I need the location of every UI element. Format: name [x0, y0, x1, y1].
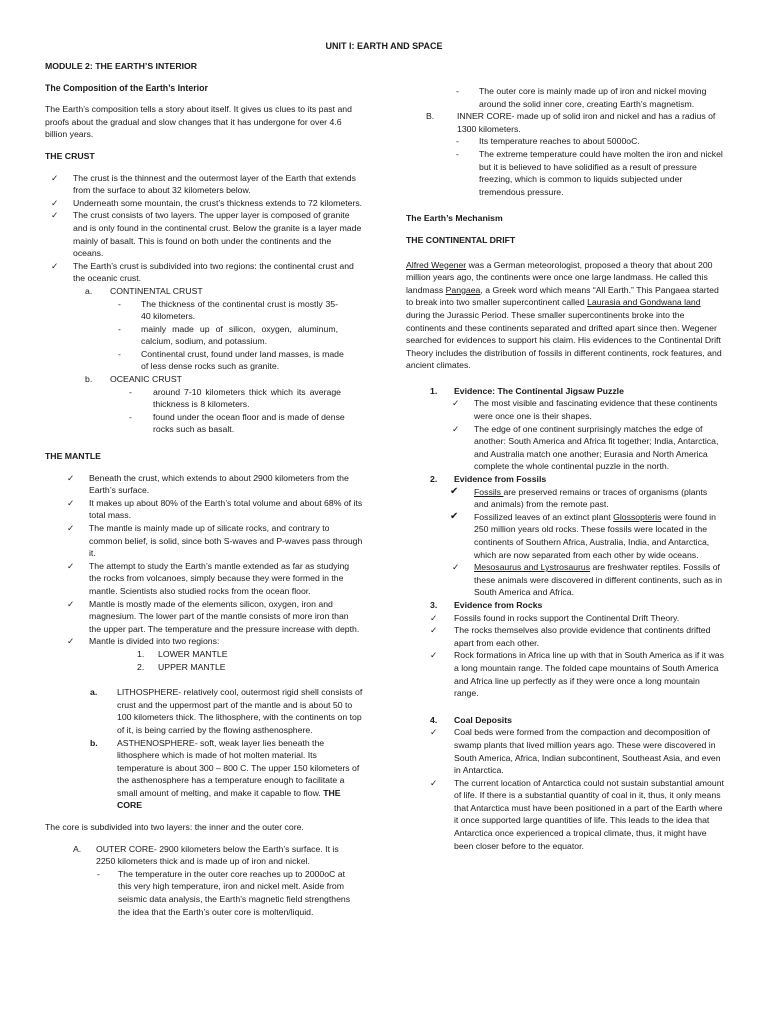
- module-title: MODULE 2: THE EARTH’S INTERIOR: [45, 61, 198, 71]
- mantle-heading: THE MANTLE: [45, 451, 101, 462]
- crust-bullet: ✓ The Earth’s crust is subdivided into two regions: the continental crust and the oceanic crust.: [51, 260, 354, 284]
- evidence-bullet: ✔ Fossilized leaves of an extinct plant Glossopteris were found in 250 million years old rocks. These fossils were located in the continents of Southern Africa, Australia, India, and Antarctica, which are now separated from each other by wide oceans.: [450, 510, 716, 560]
- inner-core-item: B. INNER CORE- made up of solid iron and nickel and has a radius of 1300 kilometers.: [426, 111, 716, 134]
- asthenosphere-item: b. ASTHENOSPHERE- soft, weak layer lies beneath the lithosphere which is made of hot molten material. Its temperature is about 300 – 800 C. The upper 150 kilometers of the asthenosphere has a temperature enough to facilitate a small amount of melting, and make it capable to flow. THE CORE: [90, 737, 360, 811]
- mantle-bullet: ✓ It makes up about 80% of the Earth’s total volume and about 68% of its total mass.: [67, 497, 363, 521]
- outer-core-item: A. OUTER CORE- 2900 kilometers below the Earth’s surface. It is 2250 kilometers thick and is made up of iron and nickel.: [73, 843, 339, 867]
- outer-core-detail: - The outer core is mainly made up of iron and nickel moving around the solid inner core, creating Earth’s magnetism.: [456, 86, 707, 109]
- right-column: [406, 81, 724, 852]
- continental-crust-item: - mainly made up of silicon, oxygen, aluminum, calcium, sodium, and potassium.: [118, 323, 338, 347]
- oceanic-crust-item: - found under the ocean floor and is made of dense rocks such as basalt.: [129, 411, 345, 435]
- evidence-bullet: ✓ Mesosaurus and Lystrosaurus are freshwater reptiles. Fossils of these animals were discovered in different continents, such as in South America and Africa.: [452, 562, 723, 598]
- mantle-region-lower: 1. LOWER MANTLE: [137, 648, 228, 659]
- crust-bullet: ✓ The crust is the thinnest and the outermost layer of the Earth that extends from the surface to about 32 kilometers below.: [51, 172, 356, 196]
- crust-bullet: ✓ Underneath some mountain, the crust’s thickness extends to 72 kilometers.: [51, 197, 363, 208]
- evidence-bullet: ✓ The edge of one continent surprisingly matches the edge of another: South America and Africa fit together; India, Antarctica, and Australia match one another; Eurasia and North America complete the whole continental puzzle in the north.: [452, 423, 719, 472]
- crust-heading: THE CRUST: [45, 150, 95, 161]
- crust-bullet: ✓ The crust consists of two layers. The upper layer is composed of granite and is only found in the continental crust. Below the granite is a layer made mainly of basalt. This is found on both under the continents and the oceans.: [51, 210, 362, 259]
- evidence-bullet: ✓ The current location of Antarctica could not sustain substantial amount of life. If there is a substantial quantity of coal in it, thus, it only means that Antarctica must have been positioned in a part of the Earth where it once supported large quantities of life. This leads to the idea that Antarctica once experienced a tropical climate, thus, it might have been closer before to the equator.: [430, 777, 724, 851]
- unit-title: UNIT I: EARTH AND SPACE: [325, 41, 443, 51]
- evidence-bullet: ✔ Fossils are preserved remains or traces of organisms (plants and animals) from the remote past.: [450, 485, 708, 510]
- evidence-bullet: ✓ Coal beds were formed from the compaction and decomposition of swamp plants that lived million years ago. These were discovered in South America, Africa, Indian subcontinent, Southeast Asia, and even in Antarctica.: [430, 727, 721, 776]
- evidence-bullet: ✓ The most visible and fascinating evidence that these continents were once one is their shapes.: [452, 398, 718, 422]
- evidence-bullet: ✓ Fossils found in rocks support the Continental Drift Theory.: [430, 612, 680, 623]
- core-intro: The core is subdivided into two layers: the inner and the outer core.: [45, 822, 304, 833]
- continental-crust-title: a. CONTINENTAL CRUST: [85, 285, 203, 296]
- oceanic-crust-item: - around 7-10 kilometers thick which its average thickness is 8 kilometers.: [129, 386, 341, 410]
- inner-core-detail: - The extreme temperature could have molten the iron and nickel but it is believed to have solidified as a result of pressure freezing, which is common to liquids subjected under tremendous pressure.: [456, 148, 723, 197]
- evidence-title: 4. Coal Deposits: [430, 714, 512, 725]
- evidence-title: 3. Evidence from Rocks: [430, 599, 543, 610]
- evidence-title: 2. Evidence from Fossils: [430, 474, 547, 485]
- composition-text: The Earth’s composition tells a story about itself. It gives us clues to its past and proofs about the gradual and slow changes that it has undergone for over 4.6 billion years.: [45, 104, 352, 140]
- outer-core-detail: - The temperature in the outer core reaches up to 2000oC at this very high temperature, iron and nickel melt. Aside from seismic data analysis, the Earth’s magnetic field strengthens the idea that the Earth’s outer core is molten/liquid.: [97, 868, 351, 917]
- oceanic-crust-title: b. OCEANIC CRUST: [85, 374, 182, 385]
- mantle-region-upper: 2. UPPER MANTLE: [137, 661, 226, 672]
- evidence-title: 1. Evidence: The Continental Jigsaw Puzzle: [430, 385, 624, 396]
- continental-crust-item: - Continental crust, found under land masses, is made of less dense rocks such as granite.: [118, 348, 344, 372]
- drift-paragraph: Alfred Wegener was a German meteorologist, proposed a theory that about 200 million years ago, the continents were once one large landmass. He called this landmass Pangaea, a Greek word which means “All Earth.” This Pangaea started to break into two smaller supercontinent called Laurasia and Gondwana land during the Jurassic Period. These smaller supercontinents broke into the continents and these continents separated and drifted apart since then. Wegener searched for evidences to support his claim. His evidences to the Continental Drift Theory includes the distribution of fossils in different continents, rock features, and ancient climates.: [406, 259, 722, 371]
- drift-heading: THE CONTINENTAL DRIFT: [406, 234, 516, 245]
- evidence-bullet: ✓ The rocks themselves also provide evidence that continents drifted apart from each other.: [430, 625, 711, 648]
- mantle-bullet: ✓ Beneath the crust, which extends to about 2900 kilometers from the Earth’s surface.: [67, 472, 349, 496]
- mantle-bullet: ✓ Mantle is mostly made of the elements silicon, oxygen, iron and magnesium. The lower part of the mantle consists of more iron than the upper part. The temperature and the pressure increase with depth.: [67, 598, 360, 634]
- mantle-bullet: ✓ The mantle is mainly made up of silicate rocks, and contrary to common belief, is solid, since both S-waves and P-waves pass through it.: [67, 523, 363, 559]
- lithosphere-item: a. LITHOSPHERE- relatively cool, outermost rigid shell consists of crust and the uppermost part of the mantle and is about 50 to 100 kilometers thick. The lithosphere, with the continents on top of it, is being carried by the flowing asthenosphere.: [90, 687, 363, 735]
- mechanism-heading: The Earth’s Mechanism: [406, 213, 503, 224]
- composition-heading: The Composition of the Earth’s Interior: [45, 82, 208, 93]
- inner-core-detail: - Its temperature reaches to about 5000oC.: [456, 136, 640, 147]
- continental-crust-item: - The thickness of the continental crust is mostly 35-40 kilometers.: [118, 298, 338, 322]
- evidence-bullet: ✓ Rock formations in Africa line up with that in South America as if it was a long mountain range. The folded cape mountains of South America and Africa line up perfectly as if they were once a long mountain range.: [430, 650, 724, 699]
- mantle-bullet: ✓ The attempt to study the Earth’s mantle extended as far as studying the rocks from volcanoes, simply because they were formed in the mantle. Scientists also studied rocks from the ocean floor.: [67, 560, 350, 596]
- mantle-bullet: ✓ Mantle is divided into two regions:: [67, 636, 220, 647]
- left-column: [45, 60, 363, 918]
